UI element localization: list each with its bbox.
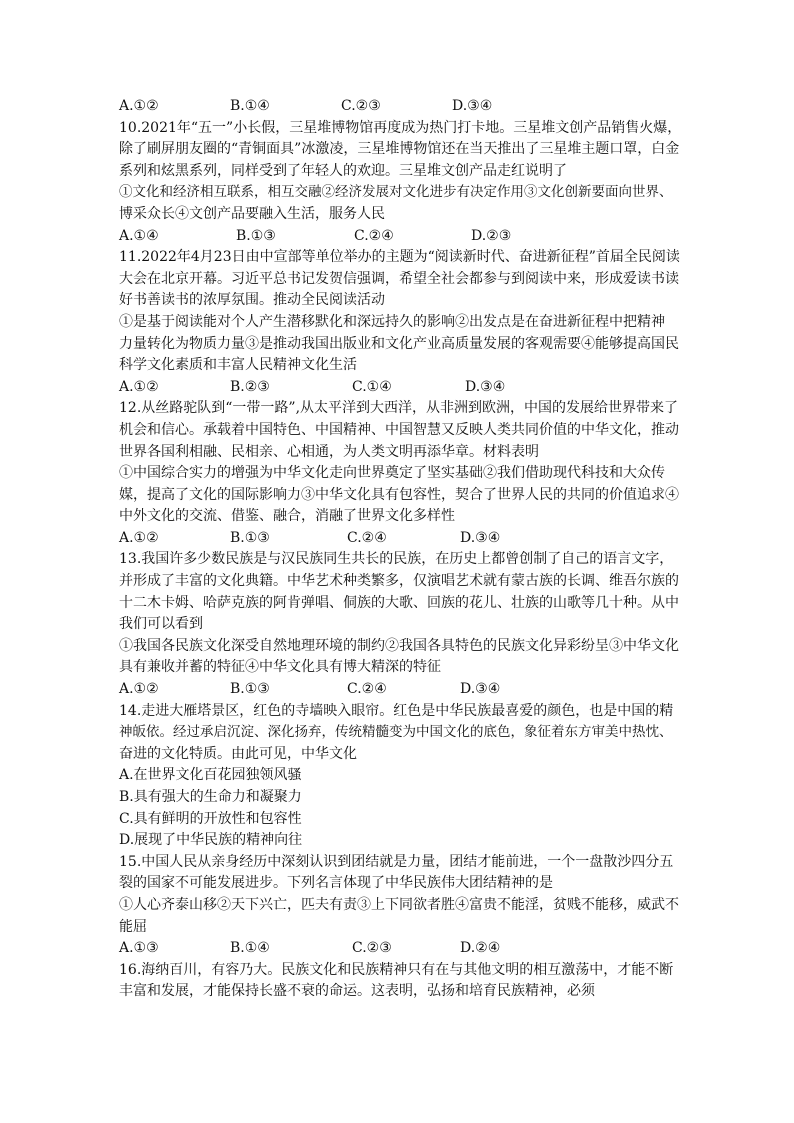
q14-choice-d: D.展现了中华民族的精神向往 — [119, 832, 303, 849]
q10-option-c: C.②④ — [354, 227, 394, 244]
q11-option-c: C.①④ — [352, 378, 392, 395]
q15-option-c: C.②③ — [352, 940, 392, 957]
q15-stem-line: 裂的国家不可能发展进步。下列名言体现了中华民族伟大团结精神的是 — [119, 875, 553, 892]
q10-stem-line: 除了刷屏朋友圈的“青铜面具”冰激凌，三星堆博物馆还在当天推出了三星堆主题口罩，白金 — [119, 141, 680, 158]
q9-option-c: C.②③ — [341, 98, 381, 114]
q9-option-d: D.③④ — [452, 98, 493, 114]
q12-statement-line: ①中国综合实力的增强为中华文化走向世界奠定了坚实基础②我们借助现代科技和大众传 — [119, 465, 665, 482]
question-14 — [119, 701, 681, 852]
q13-stem-line: 并形成了丰富的文化典籍。中华艺术种类繁多，仅演唱艺术就有蒙古族的长调、维吾尔族的 — [119, 573, 679, 590]
q11-options — [119, 377, 681, 399]
q15-options — [119, 938, 681, 960]
q13-stem-line: 十二木卡姆、哈萨克族的阿肯弹唱、侗族的大歌、回族的花儿、壮族的山歌等几十种。从中 — [119, 594, 679, 611]
q12-options — [119, 528, 681, 550]
q13-statement-line: ①我国各民族文化深受自然地理环境的制约②我国各具特色的民族文化异彩纷呈③中华文化 — [119, 637, 679, 654]
q12-statement-line: 中外文化的交流、借鉴、融合，消融了世界文化多样性 — [119, 508, 455, 525]
q11-statement-line: 科学文化素质和丰富人民精神文化生活 — [119, 357, 357, 374]
q16-stem-line: 16.海纳百川，有容乃大。民族文化和民族精神只有在与其他文明的相互激荡中，才能不断 — [119, 961, 674, 978]
q12-option-c: C.②④ — [347, 529, 387, 546]
q9-option-b: B.①④ — [230, 98, 270, 114]
q12-statement-line: 媒，提高了文化的国际影响力③中华文化具有包容性，契合了世界人民的共同的价值追求④ — [119, 486, 679, 503]
q15-option-b: B.①④ — [230, 940, 270, 957]
q11-option-d: D.③④ — [465, 378, 506, 395]
question-16 — [119, 960, 681, 1003]
q9-option-a: A.①② — [119, 98, 159, 114]
q12-stem-line: 世界各国利相融、民相亲、心相通，为人类文明再添华章。材料表明 — [119, 443, 539, 460]
question-10 — [119, 118, 681, 248]
q14-stem-line: 神皈依。经过承启沉淀、深化扬弃，传统精髓变为中国文化的底色，象征着东方审美中热忱、 — [119, 724, 673, 741]
q9-options — [119, 96, 681, 118]
q13-option-d: D.③④ — [460, 681, 501, 698]
q10-option-a: A.①④ — [119, 227, 159, 244]
exam-page — [119, 96, 681, 1003]
q14-stem-line: 奋进的文化特质。由此可见，中华文化 — [119, 745, 357, 762]
q13-option-a: A.①② — [119, 681, 159, 698]
q11-option-b: B.②③ — [230, 378, 270, 395]
q15-statement-line: 能屈 — [119, 918, 147, 935]
q13-statement-line: 具有兼收并蓄的特征④中华文化具有博大精深的特征 — [119, 659, 441, 676]
q11-stem-line: 大会在北京开幕。习近平总书记发贺信强调，希望全社会都参与到阅读中来，形成爱读书读 — [119, 270, 679, 287]
q11-statement-line: ①是基于阅读能对个人产生潜移默化和深远持久的影响②出发点是在奋进新征程中把精神 — [119, 313, 665, 330]
q11-stem-line: 好书善读书的浓厚氛围。推动全民阅读活动 — [119, 292, 385, 309]
q15-option-d: D.②④ — [460, 940, 501, 957]
question-13 — [119, 549, 681, 700]
q11-option-a: A.①② — [119, 378, 159, 395]
q15-statement-line: ①人心齐泰山移②天下兴亡，匹夫有责③上下同欲者胜④富贵不能淫，贫贱不能移，威武不 — [119, 896, 679, 913]
question-15 — [119, 852, 681, 960]
q12-option-d: D.③④ — [460, 529, 501, 546]
q10-option-b: B.①③ — [236, 227, 276, 244]
q13-option-c: C.②④ — [347, 681, 387, 698]
q10-statement-line: ①文化和经济相互联系，相互交融②经济发展对文化进步有决定作用③文化创新要面向世界、 — [119, 184, 673, 201]
q13-options — [119, 679, 681, 701]
q14-stem-line: 14.走进大雁塔景区，红色的寺墙映入眼帘。红色是中华民族最喜爱的颜色，也是中国的精 — [119, 702, 674, 719]
q15-option-a: A.①③ — [119, 940, 159, 957]
q14-choice-a: A.在世界文化百花园独领风骚 — [119, 767, 302, 784]
q16-stem-line: 丰富和发展，才能保持长盛不衰的命运。这表明，弘扬和培育民族精神，必须 — [119, 983, 595, 1000]
q10-option-d: D.②③ — [471, 227, 512, 244]
q10-statement-line: 博采众长④文创产品要融入生活，服务人民 — [119, 205, 385, 222]
question-12 — [119, 398, 681, 549]
question-11 — [119, 247, 681, 398]
q11-stem-line: 11.2022年4月23日由中宣部等单位举办的主题为“阅读新时代、奋进新征程”首届全民阅读 — [119, 249, 680, 266]
q10-stem-line: 10.2021年“五一”小长假，三星堆博物馆再度成为热门打卡地。三星堆文创产品销售火爆， — [119, 119, 682, 136]
q12-option-b: B.①③ — [230, 529, 270, 546]
q12-option-a: A.①② — [119, 529, 159, 546]
q15-stem-line: 15.中国人民从亲身经历中深刻认识到团结就是力量，团结才能前进，一个一盘散沙四分五 — [119, 853, 674, 870]
q10-stem-line: 系列和炫黑系列，同样受到了年轻人的欢迎。三星堆文创产品走红说明了 — [119, 162, 567, 179]
q13-option-b: B.①③ — [230, 681, 270, 698]
q13-stem-line: 我们可以看到 — [119, 616, 203, 633]
q11-statement-line: 力量转化为物质力量③是推动我国出版业和文化产业高质量发展的客观需要④能够提高国民 — [119, 335, 679, 352]
q10-options — [119, 226, 681, 248]
q12-stem-line: 机会和信心。承载着中国特色、中国精神、中国智慧又反映人类共同价值的中华文化，推动 — [119, 421, 679, 438]
q13-stem-line: 13.我国许多少数民族是与汉民族同生共长的民族，在历史上都曾创制了自己的语言文字， — [119, 551, 674, 568]
q12-stem-line: 12.从丝路驼队到“一带一路”,从太平洋到大西洋，从非洲到欧洲，中国的发展给世界带来了 — [119, 400, 679, 417]
q14-choice-c: C.具有鲜明的开放性和包容性 — [119, 810, 302, 827]
q14-choice-b: B.具有强大的生命力和凝聚力 — [119, 789, 302, 805]
